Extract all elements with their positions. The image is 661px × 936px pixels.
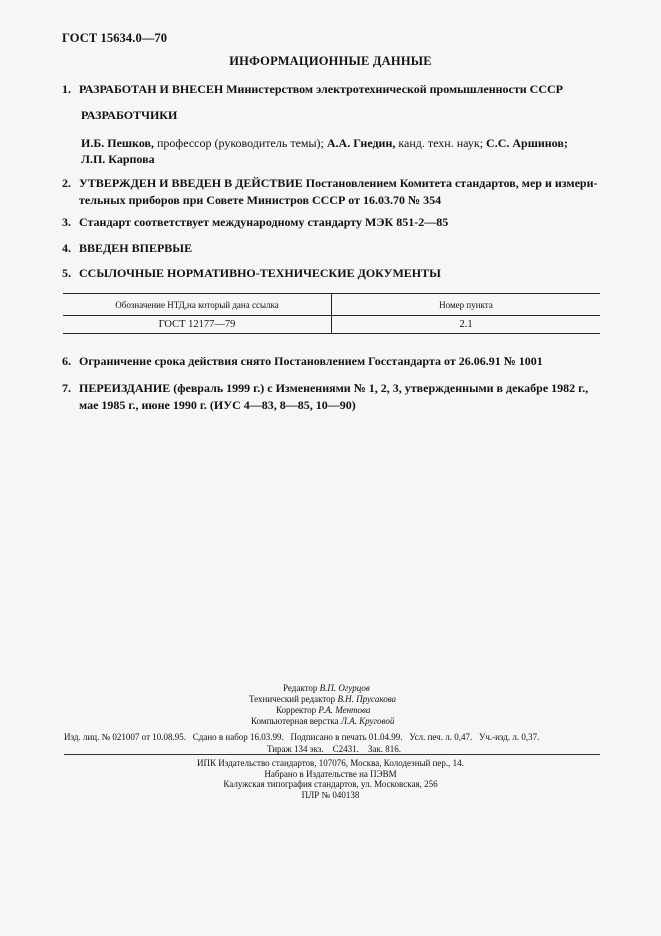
item-4-number: 4. bbox=[62, 241, 71, 255]
item-3-number: 3. bbox=[62, 215, 71, 229]
table-cell: 2.1 bbox=[332, 316, 601, 334]
publisher-block bbox=[0, 758, 661, 800]
item-2-number: 2. bbox=[62, 176, 71, 190]
item-6-number: 6. bbox=[62, 354, 71, 368]
credit-corrector: Корректор Р.А. Ментова bbox=[276, 705, 371, 715]
item-2-line-2: тельных приборов при Совете Министров СССР от 16.03.70 № 354 bbox=[79, 193, 442, 207]
developer-name: С.С. Аршинов; bbox=[486, 136, 568, 150]
developer-role: профессор (руководитель темы); bbox=[154, 136, 327, 150]
publisher-line-2: Набрано в Издательстве на ПЭВМ bbox=[264, 768, 397, 779]
item-2 bbox=[62, 175, 602, 209]
credit-tech-editor: Технический редактор В.Н. Прусакова bbox=[249, 694, 397, 704]
table-header-cell: Обозначение НТД,на который дана ссылка bbox=[63, 294, 332, 316]
item-3-text: Стандарт соответствует международному стандарту МЭК 851-2—85 bbox=[79, 215, 449, 229]
item-7-number: 7. bbox=[62, 381, 71, 395]
developer-name: А.А. Гнедин, bbox=[326, 136, 396, 150]
item-7-line-2: мае 1985 г., июне 1990 г. (ИУС 4—83, 8—85, 10—90) bbox=[79, 398, 356, 412]
item-1-text: РАЗРАБОТАН И ВНЕСЕН Министерством электротехнической промышленности СССР bbox=[79, 82, 564, 96]
credit-editor: Редактор В.П. Огурцов bbox=[283, 683, 370, 693]
item-1 bbox=[62, 81, 602, 98]
imprint-line-2: Тираж 134 экз. С2431. Зак. 816. bbox=[266, 744, 402, 754]
item-4 bbox=[62, 240, 602, 257]
item-5-text: ССЫЛОЧНЫЕ НОРМАТИВНО-ТЕХНИЧЕСКИЕ ДОКУМЕНТЫ bbox=[79, 266, 441, 280]
item-5-number: 5. bbox=[62, 266, 71, 280]
publisher-line-4: ПЛР № 040138 bbox=[301, 789, 360, 800]
item-7 bbox=[62, 380, 602, 414]
item-1-number: 1. bbox=[62, 82, 71, 96]
imprint-block bbox=[64, 731, 604, 755]
item-4-text: ВВЕДЕН ВПЕРВЫЕ bbox=[79, 241, 193, 255]
standard-code: ГОСТ 15634.0—70 bbox=[62, 31, 168, 45]
imprint-line-1: Изд. лиц. № 021007 от 10.08.95. Сдано в набор 16.03.99. Подписано в печать 01.04.99. Усл. печ. л. 0,47. Уч.-изд. л. 0,37. bbox=[64, 732, 540, 742]
table-row bbox=[63, 316, 600, 334]
developer-name: Л.П. Карпова bbox=[81, 152, 155, 166]
page-title: ИНФОРМАЦИОННЫЕ ДАННЫЕ bbox=[229, 54, 432, 68]
table-header-cell: Номер пункта bbox=[332, 294, 601, 316]
credit-layout: Компьютерная верстка Л.А. Круговой bbox=[251, 716, 395, 726]
developer-role: канд. техн. наук; bbox=[395, 136, 487, 150]
reference-table bbox=[63, 293, 600, 334]
developers-list bbox=[81, 135, 603, 167]
developer-name: И.Б. Пешков, bbox=[81, 136, 154, 150]
item-5 bbox=[62, 265, 602, 282]
item-6-text: Ограничение срока действия снято Постановлением Госстандарта от 26.06.91 № 1001 bbox=[79, 354, 543, 368]
item-7-line-1: ПЕРЕИЗДАНИЕ (февраль 1999 г.) с Изменениями № 1, 2, 3, утвержденными в декабре 1982 г., bbox=[79, 381, 589, 395]
item-6 bbox=[62, 353, 602, 370]
divider bbox=[64, 754, 600, 755]
item-2-line-1: УТВЕРЖДЕН И ВВЕДЕН В ДЕЙСТВИЕ Постановлением Комитета стандартов, мер и измери- bbox=[79, 176, 598, 190]
table-header-row bbox=[63, 294, 600, 316]
credits-block bbox=[0, 683, 661, 727]
publisher-line-1: ИПК Издательство стандартов, 107076, Москва, Колодезный пер., 14. bbox=[197, 758, 464, 768]
developers-heading: РАЗРАБОТЧИКИ bbox=[81, 108, 178, 122]
table-cell: ГОСТ 12177—79 bbox=[63, 316, 332, 334]
publisher-line-3: Калужская типография стандартов, ул. Московская, 256 bbox=[223, 779, 438, 789]
item-3 bbox=[62, 214, 602, 231]
